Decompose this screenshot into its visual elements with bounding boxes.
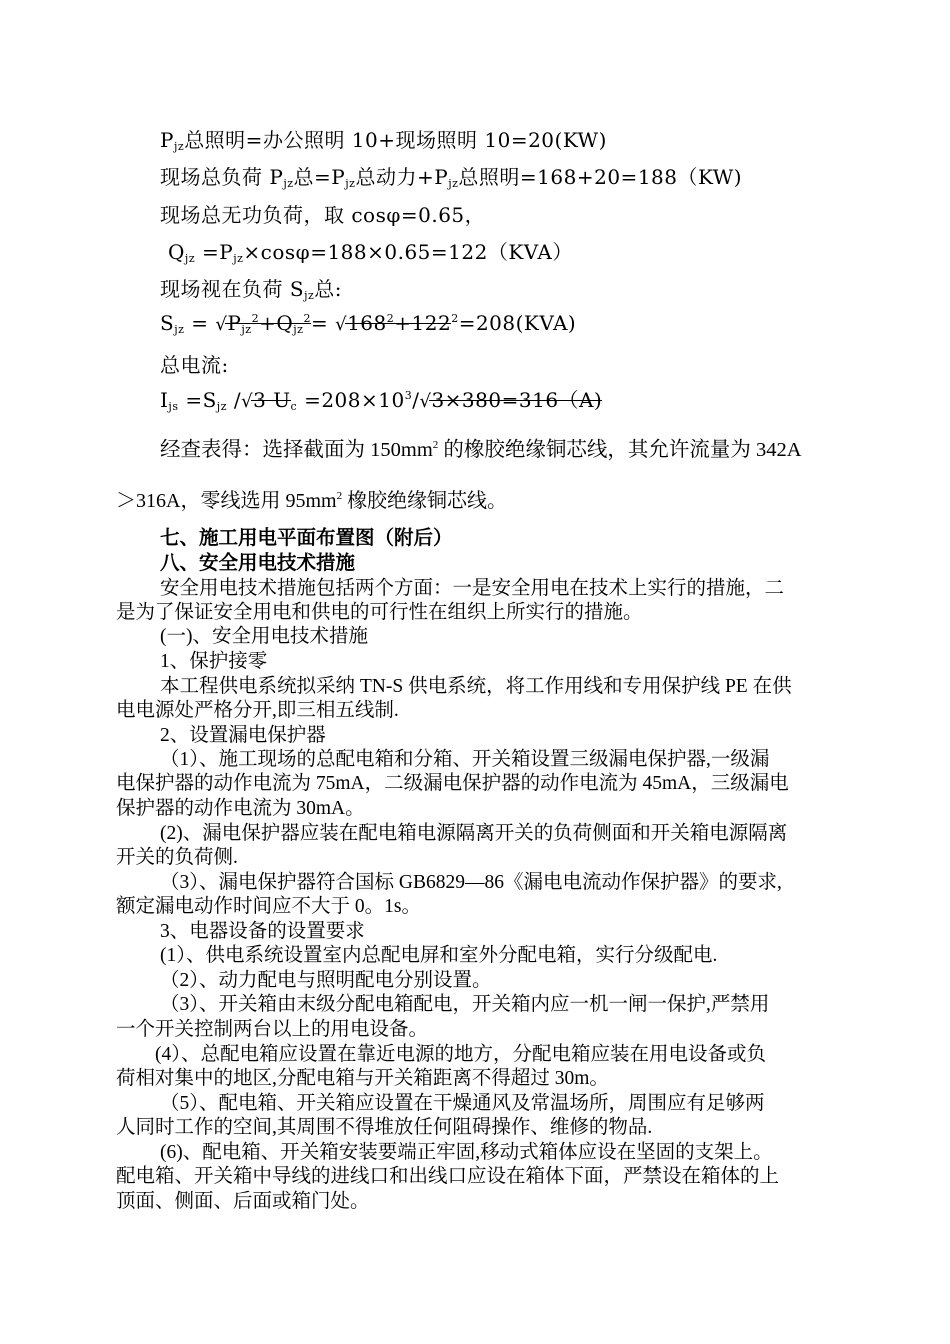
square-root-symbol: √ xyxy=(335,314,348,335)
body-line: 本工程供电系统拟采纳 TN-S 供电系统，将工作用线和专用保护线 PE 在供 xyxy=(160,676,792,697)
body-line: 人同时工作的空间,其周围不得堆放任何阻碍操作、维修的物品. xyxy=(116,1117,653,1138)
para-text: 的橡胶绝缘铜芯线，其允许流量为 342A xyxy=(438,439,802,461)
calc-text: = xyxy=(184,311,216,335)
calc-subscript: jz xyxy=(345,177,356,190)
calc-text: 总动力+P xyxy=(355,165,449,189)
calc-text: S xyxy=(160,311,175,335)
calc-subscript: jz xyxy=(304,289,315,302)
body-line: （3）、开关箱由末级分配电箱配电，开关箱内应一机一闸一保护,严禁用 xyxy=(160,994,770,1015)
radicand-overline xyxy=(431,388,602,412)
calc-apparent-load xyxy=(160,311,576,336)
calc-text: = xyxy=(310,311,336,335)
para-superscript: 2 xyxy=(336,490,343,502)
para-text: ＞316A，零线选用 95mm xyxy=(116,490,337,512)
calc-text: ×cosφ=188×0.65=122（KVA） xyxy=(243,240,573,264)
calc-text: 168 xyxy=(347,311,387,335)
radicand-overline xyxy=(253,388,290,412)
calc-text: Q xyxy=(168,240,185,264)
calc-apparent-intro xyxy=(160,273,342,302)
body-line: 开关的负荷侧. xyxy=(116,847,238,868)
radicand-overline xyxy=(227,311,311,335)
body-line: (1）、供电系统设置室内总配电屏和室外分配电箱，实行分级配电. xyxy=(160,945,718,966)
calc-text: I xyxy=(160,388,169,412)
calc-superscript: 2 xyxy=(251,312,260,325)
body-line: (2)、漏电保护器应装在配电箱电源隔离开关的负荷侧面和开关箱电源隔离 xyxy=(160,823,788,844)
calc-subscript: jz xyxy=(283,177,294,190)
body-line: 电电源处严格分开,即三相五线制. xyxy=(116,700,399,721)
calc-text: 现场视在负荷 S xyxy=(160,277,305,301)
calc-text: 总电流: xyxy=(160,353,229,377)
calc-subscript: jz xyxy=(241,323,252,336)
cable-selection-line-1 xyxy=(160,432,802,462)
calc-superscript: 2 xyxy=(386,312,395,325)
calc-text: 总照明=办公照明 10+现场照明 10=20(KW) xyxy=(184,128,607,152)
calc-subscript: jz xyxy=(184,252,196,265)
subsection-heading: (一)、安全用电技术措施 xyxy=(160,626,368,647)
calc-lighting-total xyxy=(160,124,607,153)
radicand-overline xyxy=(347,311,451,335)
cable-selection-line-2 xyxy=(116,484,507,513)
calc-text: +Q xyxy=(259,311,294,335)
item-heading: 1、保护接零 xyxy=(160,651,268,672)
square-root-symbol: √ xyxy=(215,314,228,335)
calc-text: 总照明=168+20=188（KW) xyxy=(458,165,743,189)
square-root-symbol: √ xyxy=(419,391,432,412)
section-heading-7: 七、施工用电平面布置图（附后） xyxy=(160,528,453,549)
calc-subscript: jz xyxy=(448,177,459,190)
calc-subscript: c xyxy=(290,400,298,413)
section-heading-8: 八、安全用电技术措施 xyxy=(160,553,356,574)
calc-text: =P xyxy=(195,240,234,264)
body-line: 一个开关控制两台以上的用电设备。 xyxy=(116,1019,429,1040)
calc-subscript: jz xyxy=(233,252,244,265)
item-heading: 2、设置漏电保护器 xyxy=(160,725,326,746)
calc-text: =208×10 xyxy=(297,388,405,412)
calc-text: 3×380=316（A) xyxy=(431,388,603,412)
calc-text: =208(KVA) xyxy=(458,311,577,335)
calc-text: =S xyxy=(178,388,217,412)
calc-text: 总: xyxy=(314,277,343,301)
calc-text: P xyxy=(227,311,242,335)
calc-total-load xyxy=(160,161,742,190)
body-line: 安全用电技术措施包括两个方面：一是安全用电在技术上实行的措施，二 xyxy=(160,578,785,599)
calc-text: / xyxy=(227,388,242,412)
body-line: 额定漏电动作时间应不大于 0。1s。 xyxy=(116,896,421,917)
body-line: 保护器的动作电流为 30mA。 xyxy=(116,798,365,819)
body-line: 荷相对集中的地区,分配电箱与开关箱距离不得超过 30m。 xyxy=(116,1068,609,1089)
body-line: 电保护器的动作电流为 75mA，二级漏电保护器的动作电流为 45mA，三级漏电 xyxy=(116,773,789,794)
calc-subscript: js xyxy=(168,400,179,413)
item-heading: 3、电器设备的设置要求 xyxy=(160,921,365,942)
body-line: 配电箱、开关箱中导线的进线口和出线口应设在箱体下面，严禁设在箱体的上 xyxy=(116,1166,780,1187)
body-line: （5）、配电箱、开关箱应设置在干燥通风及常温场所，周围应有足够两 xyxy=(160,1093,765,1114)
para-superscript: 2 xyxy=(432,439,439,451)
calc-reactive-intro xyxy=(160,199,485,228)
body-line: 顶面、侧面、后面或箱门处。 xyxy=(116,1191,370,1212)
body-line: （3）、漏电保护器符合国标 GB6829—86《漏电电流动作保护器》的要求, xyxy=(160,872,782,893)
calc-subscript: jz xyxy=(173,140,185,153)
body-line: 是为了保证安全用电和供电的可行性在组织上所实行的措施。 xyxy=(116,602,643,623)
calc-subscript: jz xyxy=(293,323,304,336)
body-line: (4）、总配电箱应设置在靠近电源的地方，分配电箱应装在用电设备或负 xyxy=(155,1044,766,1065)
body-line: （1）、施工现场的总配电箱和分箱、开关箱设置三级漏电保护器,一级漏 xyxy=(160,749,770,770)
para-text: 橡胶绝缘铜芯线。 xyxy=(342,490,508,512)
calc-current-intro xyxy=(160,349,229,378)
calc-subscript: jz xyxy=(216,400,228,413)
calc-text: 现场总负荷 P xyxy=(160,165,284,189)
calc-superscript: 2 xyxy=(303,312,311,325)
calc-text: / xyxy=(412,388,420,412)
calc-text: P xyxy=(160,128,174,152)
square-root-symbol: √ xyxy=(241,391,254,412)
calc-text: 3 U xyxy=(253,388,291,412)
body-line: （2）、动力配电与照明配电分别设置。 xyxy=(160,970,492,991)
calc-subscript: jz xyxy=(174,323,185,336)
calc-reactive-load xyxy=(168,236,573,265)
calc-text: 总=P xyxy=(293,165,346,189)
calc-superscript: 2 xyxy=(451,312,459,325)
body-line: (6)、配电箱、开关箱安装要端正牢固,移动式箱体应设在坚固的支架上。 xyxy=(160,1142,773,1163)
calc-text: 现场总无功负荷，取 cosφ=0.65， xyxy=(160,203,486,227)
calc-superscript: 3 xyxy=(404,389,413,402)
para-text: 经查表得：选择截面为 150mm xyxy=(160,439,433,461)
calc-text: +122 xyxy=(394,311,452,335)
calc-total-current xyxy=(160,384,602,413)
